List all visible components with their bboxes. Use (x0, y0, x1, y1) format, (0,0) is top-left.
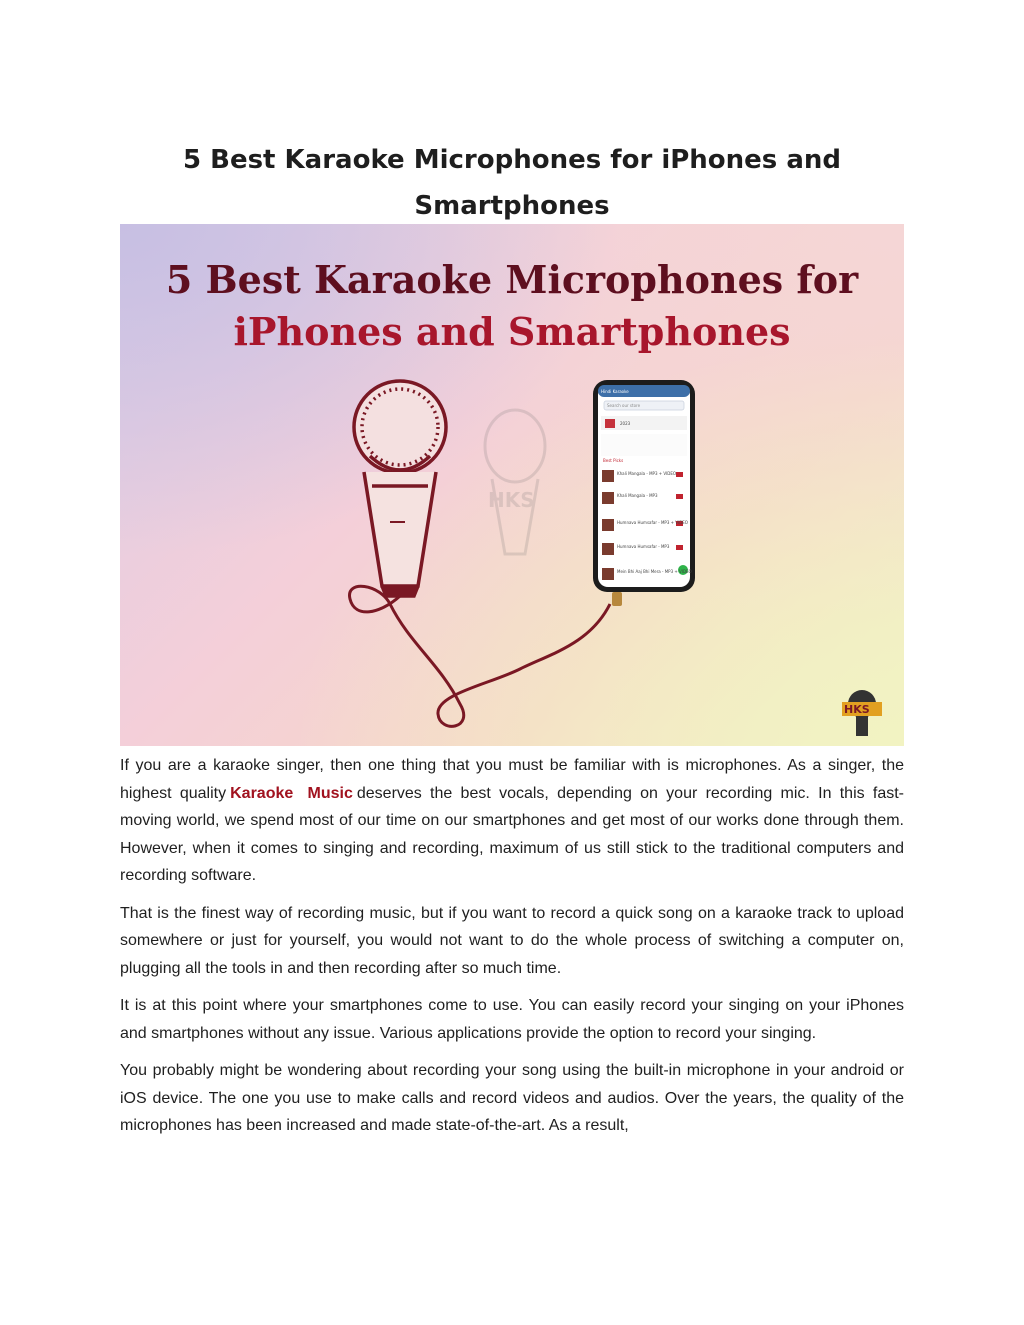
paragraph-1 (120, 752, 904, 890)
karaoke-music-link[interactable]: Karaoke Music (230, 784, 353, 802)
phone-item-2: Khali Mangala - MP3 (617, 493, 658, 498)
phone-search: Search our store (607, 403, 641, 408)
hks-logo-text: HKS (844, 703, 870, 716)
paragraph-1-text-start: If you are a karaoke singer, then one thing that you must be familiar with is microphones. As a singer, the highest quality (120, 757, 904, 802)
paragraph-2: That is the finest way of recording music, but if you want to record a quick song on a karaoke track to upload somewhere or just for yourself, you would not want to do the whole process of switching a computer on, plugging all the tools in and then recording after so much time. (120, 904, 904, 977)
phone-section: Best Picks (603, 458, 624, 463)
paragraph-3: It is at this point where your smartphones come to use. You can easily record your singing on your iPhones and smartphones without any issue. Various applications provide the option to record your singing. (120, 997, 904, 1042)
phone-item-1: Khali Mangala - MP3 + VIDEO (617, 471, 677, 476)
svg-text:HKS: HKS (488, 488, 535, 512)
hero-title-line1: 5 Best Karaoke Microphones for (165, 257, 859, 302)
page-title: 5 Best Karaoke Microphones for iPhones and Smartphones (182, 145, 841, 222)
microphone-icon (354, 381, 446, 596)
hero-title-line2: iPhones and Smartphones (233, 309, 791, 354)
hero-illustration (120, 224, 904, 746)
phone-item-3: Humnava Humsafar - MP3 + VIDEO (617, 520, 688, 525)
article-body (120, 752, 904, 1150)
microphone-cable (350, 586, 610, 726)
phone-item-4: Humnava Humsafar - MP3 (617, 544, 670, 549)
hero-image (120, 224, 904, 746)
paragraph-4: You probably might be wondering about recording your song using the built-in microphone in your android or iOS device. The one you use to make calls and record videos and audios. Over the years, the quality of the microphones has been increased and made state-of-the-art. As a result, (120, 1062, 904, 1134)
watermark-microphone-icon (485, 410, 545, 554)
phone-year: 2023 (620, 421, 631, 426)
phone-header: Hindi Karaoke (601, 389, 629, 394)
phone-item-5: Mein Bhi Aaj Bhi Mera - MP3 + VIDEO (617, 569, 692, 574)
paragraph-1-text-end: deserves the best vocals, depending on your recording mic. In this fast-moving world, we spend most of our time on our smartphones and get most of our works done through them. However, when it comes to singing and recording, maximum of us still stick to the traditional computers and recording software. (120, 784, 905, 884)
